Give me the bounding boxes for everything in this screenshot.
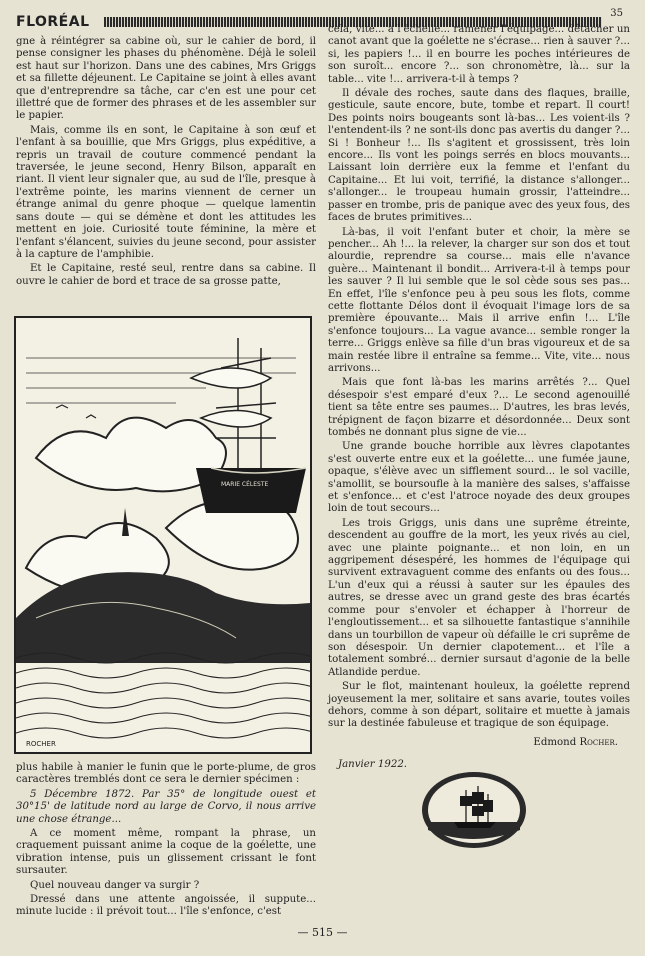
paragraph: A ce moment même, rompant la phrase, un craquement puissant anime la coque de la goélette, une vibration intense, puis un glissement crissant le font sursauter. — [16, 828, 316, 877]
svg-text:ROCHER: ROCHER — [26, 740, 56, 748]
left-column-top — [16, 36, 316, 290]
paragraph: gne à réintégrer sa cabine où, sur le cahier de bord, il pense consigner les phases du phénomène. Déjà le soleil est haut sur l'horizon. Dans une des cabines, Mrs Griggs et sa fillette déjeunent. Le Capitaine se joint à elles avant que d'entreprendre sa tâche, car c'en est une pour cet illettré que de former des phrases et de les assembler sur le papier. — [16, 36, 316, 122]
paragraph: Une grande bouche horrible aux lèvres clapotantes s'est ouverte entre eux et la goélette... une fumée jaune, opaque, s'élève avec un sifflement sourd... le sol vacille, s'amollit, se boursoufle à la manière des salses, s'affaisse et s'enfonce... et c'est l'atroce noyade des deux groupes loin de tout secours... — [328, 441, 630, 515]
paragraph: Il dévale des roches, saute dans des flaques, braille, gesticule, saute encore, bute, tombe et repart. Il court! Des points noirs bougeants sont là-bas... Les voient-ils ? l'entendent-ils ? ne sont-ils donc pas avertis du danger ?... Si ! Bonheur !... Ils s'agitent et grossissent, très loin encore... Ils vont les poings serrés en blocs mouvants... Laissant loin derrière eux la femme et l'enfant du Capitaine... Et lui voit, terrifié, la distance s'allonger... s'allonger... le troupeau humain grossir, l'atteindre... passer en trombe, pris de panique avec des yeux fous, des faces de brutes primitives... — [328, 88, 630, 224]
paragraph: plus habile à manier le funin que le porte-plume, de gros caractères tremblés dont ce sera le dernier spécimen : — [16, 762, 316, 786]
paragraph: Là-bas, il voit l'enfant buter et choir, la mère se pencher... Ah !... la relever, la charger sur son dos et tout alourdie, reprendre sa course... mais elle n'avance guère... Maintenant il bondit... Arrivera-t-il à temps pour les sauver ? Il lui semble que le sol cède sous ses pas... En effet, l'île s'enfonce peu à peu sous les flots, comme cette flottante Délos dont il évoquait l'image lors de sa première épouvante... Mais il arrive enfin !... L'île s'enfonce toujours... La vague avance... semble ronger la terre... Griggs enlève sa fille d'un bras vigoureux et de sa main restée libre il entraîne sa femme... Vite, vite... nous arrivons... — [328, 226, 630, 374]
paragraph: Et le Capitaine, resté seul, rentre dans sa cabine. Il ouvre le cahier de bord et trace de sa grosse patte, — [16, 263, 316, 287]
logbook-entry: 5 Décembre 1872. Par 35° de longitude ouest et 30°15' de latitude nord au large de Corvo, il nous arrive une chose étrange... — [16, 788, 316, 825]
sailing-ship-vignette-icon — [420, 770, 528, 850]
page-number: 35 — [610, 8, 623, 19]
paragraph: Les trois Griggs, unis dans une suprême étreinte, descendent au gouffre de la mort, les yeux rivés au ciel, avec une plainte poignante... et non loin, en un aggripement désespéré, les hommes de l'équipage qui survivent extravaguent comme des enfants ou des fous... L'un d'eux qui a réussi à sauter sur les épaules des autres, se dresse avec un grand geste des bras écartés comme pour s'envoler et échapper à l'horreur de l'engloutissement... et sa silhouette fantastique s'annihile dans un tourbillon de vapeur où défaille le cri suprême de son désespoir. Un dernier clapotement... et l'île a totalement sombré... dernier sursaut d'agonie de la belle Atlandide perdue. — [328, 517, 630, 678]
author-last-name: Rocher. — [579, 736, 618, 748]
paragraph: Quel nouveau danger va surgir ? — [30, 879, 200, 891]
woodcut-illustration — [14, 316, 312, 754]
right-column — [328, 24, 630, 772]
dateline: Janvier 1922. — [338, 759, 408, 771]
paragraph: Dressé dans une attente angoissée, il suppute... minute lucide : il prévoit tout... l'île s'enfonce, c'est — [16, 894, 316, 918]
woodcut-ship-island-icon — [16, 318, 310, 752]
paragraph: cela, vite... à l'échelle... ramener l'équipage... détacher un canot avant que la goélette ne s'écrase... rien à sauver ?... si, les papiers !... il en bourre les poches intérieures de son suroît... encore ?... son chronomètre, là... sur la table... vite !... arrivera-t-il à temps ? — [328, 24, 630, 85]
svg-text:MARIE CÉLESTE: MARIE CÉLESTE — [221, 481, 269, 488]
paragraph: Sur le flot, maintenant houleux, la goélette reprend joyeusement la mer, solitaire et sans avarie, toutes voiles dehors, comme à son départ, solitaire et muette à jamais sur la destinée fabuleuse et tragique de son équipage. — [328, 681, 630, 730]
running-head-title: FLORÉAL — [16, 14, 90, 30]
page-footer-number: — 515 — — [297, 926, 348, 939]
paragraph: Mais que font là-bas les marins arrêtés ?... Quel désespoir s'est emparé d'eux ?... Le second agenouillé tient sa tête entre ses paumes... D'autres, les bras levés, trépignent de façon bizarre et désordonnée... Deux sont tombés ne donnant plus signe de vie... — [328, 377, 630, 438]
author-signature — [328, 737, 630, 749]
author-first-name: Edmond — [533, 736, 577, 748]
left-column-bottom — [16, 762, 316, 921]
paragraph: Mais, comme ils en sont, le Capitaine à son œuf et l'enfant à sa bouillie, que Mrs Griggs, plus expéditive, a repris un travail de couture commencé pendant la traversée, le jeune second, Henry Bilson, apparaît en riant. Il vient leur signaler que, au sud de l'île, presque à l'extrême pointe, les marins viennent de cerner un étrange animal du genre phoque — quelque lamentin sans doute — qui se démène et dont les attitudes les mettent en joie. Curiosité toute féminine, la mère et l'enfant s'élancent, suivies du jeune second, pour assister à la capture de l'amphibie. — [16, 124, 316, 260]
